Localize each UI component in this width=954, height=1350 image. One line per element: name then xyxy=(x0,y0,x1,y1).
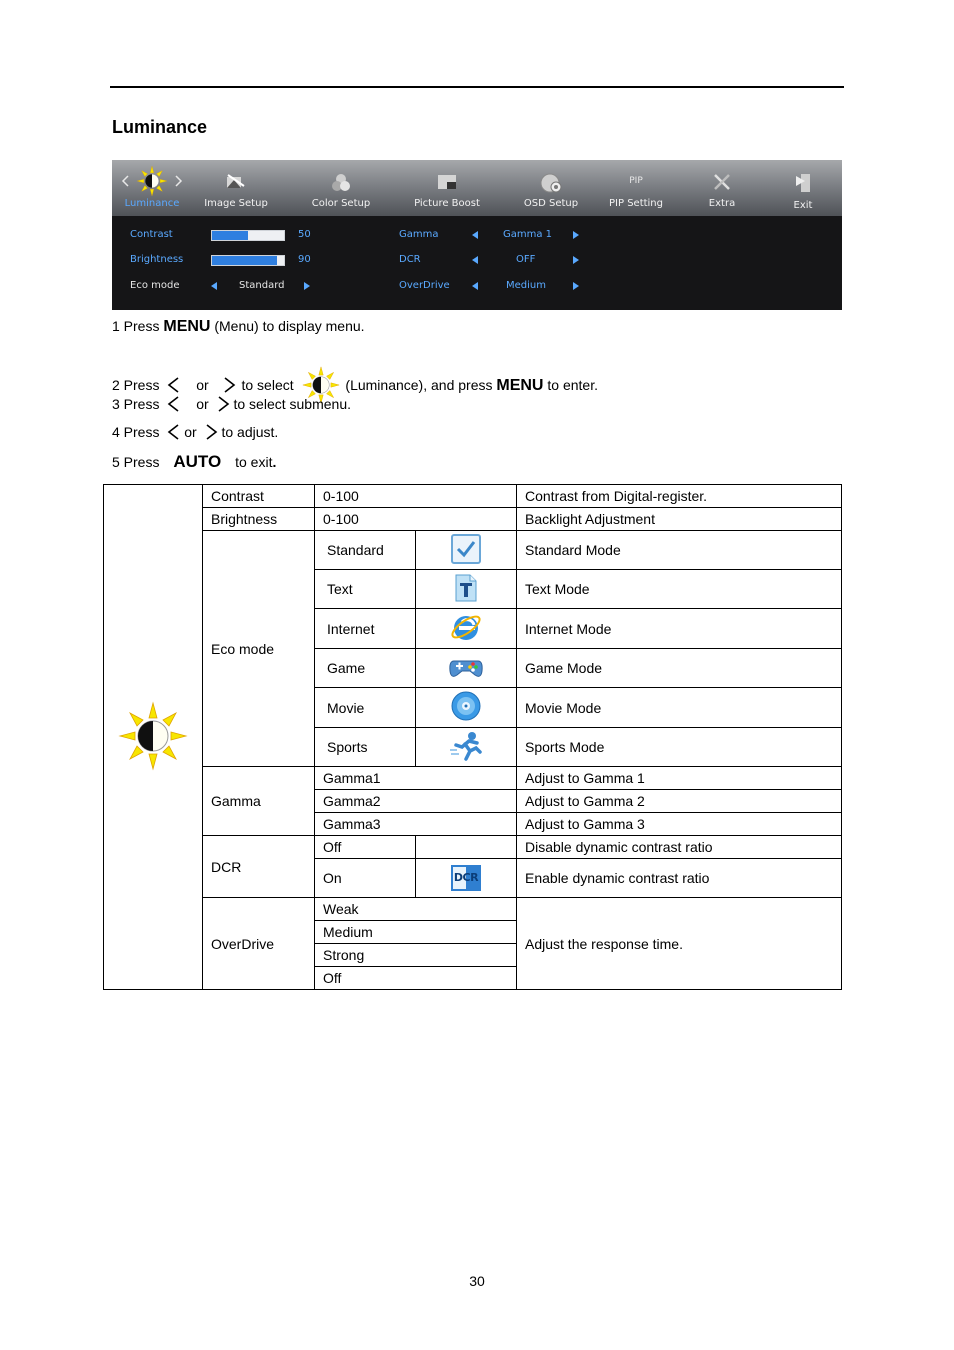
osd-gamma-right-arrow[interactable] xyxy=(573,231,579,239)
exit-icon xyxy=(792,172,814,197)
gamepad-icon xyxy=(448,653,484,681)
sports-runner-icon xyxy=(448,730,484,762)
gamma-option: Gamma1 xyxy=(315,767,517,790)
contrast-range: 0-100 xyxy=(315,485,517,508)
color-setup-icon xyxy=(329,172,353,195)
osd-tab-label: Exit xyxy=(793,200,813,211)
osd-tab-luminance[interactable] xyxy=(114,160,190,216)
eco-mode-option: Sports xyxy=(315,728,416,767)
picture-boost-icon xyxy=(435,172,459,195)
osd-tab-label: Luminance xyxy=(124,198,180,209)
overdrive-option: Weak xyxy=(315,898,517,921)
osd-dcr-label[interactable]: DCR xyxy=(399,254,421,265)
osd-overdrive-value: Medium xyxy=(506,280,546,291)
section-heading: Luminance xyxy=(112,117,208,137)
gamma-desc: Adjust to Gamma 1 xyxy=(517,767,842,790)
osd-tab-exit[interactable] xyxy=(774,160,832,216)
osd-tab-picture-boost[interactable] xyxy=(406,160,488,216)
sun-contrast-icon xyxy=(117,165,187,193)
table-row xyxy=(104,898,842,921)
luminance-icon-cell xyxy=(104,485,203,990)
tools-icon xyxy=(711,172,733,195)
dcr-name: DCR xyxy=(203,836,315,898)
brightness-name: Brightness xyxy=(203,508,315,531)
eco-mode-desc: Standard Mode xyxy=(517,531,842,570)
instruction-step-3: 3 Press or to select submenu. xyxy=(112,396,351,412)
osd-tab-pip-setting[interactable] xyxy=(600,160,672,216)
eco-mode-option: Text xyxy=(315,570,416,609)
osd-eco-right-arrow[interactable] xyxy=(304,282,310,290)
osd-tab-color-setup[interactable] xyxy=(304,160,378,216)
osd-brightness-label[interactable]: Brightness xyxy=(130,254,184,265)
osd-tab-label: Image Setup xyxy=(204,198,268,209)
osd-tab-label: Extra xyxy=(708,198,736,209)
osd-overdrive-label[interactable]: OverDrive xyxy=(399,280,450,291)
osd-brightness-slider[interactable] xyxy=(211,255,285,266)
overdrive-option: Off xyxy=(315,967,517,990)
eco-mode-option: Internet xyxy=(315,609,416,649)
sun-contrast-icon xyxy=(118,701,188,771)
text-mode-icon xyxy=(453,573,479,603)
gamma-name: Gamma xyxy=(203,767,315,836)
pip-icon: PIP xyxy=(629,176,643,186)
table-row xyxy=(104,836,842,859)
eco-mode-name: Eco mode xyxy=(203,531,315,767)
internet-explorer-icon xyxy=(449,610,483,644)
movie-disc-icon xyxy=(450,690,482,722)
gamma-option: Gamma3 xyxy=(315,813,517,836)
overdrive-option: Medium xyxy=(315,921,517,944)
eco-mode-option: Movie xyxy=(315,688,416,728)
luminance-table xyxy=(103,484,842,990)
brightness-desc: Backlight Adjustment xyxy=(517,508,842,531)
osd-contrast-value: 50 xyxy=(298,229,311,240)
osd-tab-label: Color Setup xyxy=(311,198,371,209)
osd-eco-left-arrow[interactable] xyxy=(211,282,217,290)
osd-gamma-label[interactable]: Gamma xyxy=(399,229,439,240)
instruction-step-4: 4 Press or to adjust. xyxy=(112,424,279,440)
osd-overdrive-right-arrow[interactable] xyxy=(573,282,579,290)
osd-overdrive-left-arrow[interactable] xyxy=(472,282,478,290)
chevron-right-icon xyxy=(223,377,236,393)
menu-key: MENU xyxy=(496,377,544,394)
table-row xyxy=(104,485,842,508)
table-row xyxy=(104,767,842,790)
osd-screenshot xyxy=(112,160,842,310)
eco-mode-desc: Sports Mode xyxy=(517,728,842,767)
osd-contrast-fill xyxy=(212,231,248,240)
gamma-desc: Adjust to Gamma 2 xyxy=(517,790,842,813)
osd-brightness-fill xyxy=(212,256,277,265)
overdrive-name: OverDrive xyxy=(203,898,315,990)
auto-key: AUTO xyxy=(173,452,222,471)
osd-contrast-slider[interactable] xyxy=(211,230,285,241)
osd-tab-label: PIP Setting xyxy=(609,198,663,209)
osd-dcr-right-arrow[interactable] xyxy=(573,256,579,264)
eco-mode-desc: Internet Mode xyxy=(517,609,842,649)
dcr-desc: Disable dynamic contrast ratio xyxy=(517,836,842,859)
osd-gamma-left-arrow[interactable] xyxy=(472,231,478,239)
dcr-option: On xyxy=(315,859,416,898)
chevron-right-icon xyxy=(217,396,230,412)
page-number: 30 xyxy=(469,1273,485,1289)
overdrive-option: Strong xyxy=(315,944,517,967)
brightness-range: 0-100 xyxy=(315,508,517,531)
overdrive-desc: Adjust the response time. xyxy=(517,898,842,990)
top-rule xyxy=(110,86,844,88)
gamma-option: Gamma2 xyxy=(315,790,517,813)
eco-mode-desc: Text Mode xyxy=(517,570,842,609)
chevron-left-icon xyxy=(167,424,180,440)
osd-gamma-value: Gamma 1 xyxy=(503,229,553,240)
table-row xyxy=(104,531,842,570)
instruction-step-1: 1 Press MENU (Menu) to display menu. xyxy=(112,318,365,335)
osd-tab-osd-setup[interactable] xyxy=(514,160,588,216)
menu-key: MENU xyxy=(163,318,211,335)
osd-contrast-label[interactable]: Contrast xyxy=(130,229,173,240)
osd-eco-label[interactable]: Eco mode xyxy=(130,280,180,291)
osd-dcr-left-arrow[interactable] xyxy=(472,256,478,264)
dcr-desc: Enable dynamic contrast ratio xyxy=(517,859,842,898)
chevron-right-icon xyxy=(205,424,218,440)
osd-dcr-value: OFF xyxy=(516,254,536,265)
table-row xyxy=(104,508,842,531)
instruction-step-5: 5 Press AUTO to exit. xyxy=(112,452,277,471)
contrast-desc: Contrast from Digital-register. xyxy=(517,485,842,508)
osd-tab-label: Picture Boost xyxy=(414,198,480,209)
chevron-left-icon xyxy=(167,396,180,412)
osd-eco-value: Standard xyxy=(239,280,285,291)
instruction-step-2: 2 Press or to select (Luminance), and press MENU to enter. xyxy=(112,366,598,404)
contrast-name: Contrast xyxy=(203,485,315,508)
eco-mode-desc: Game Mode xyxy=(517,649,842,688)
osd-tab-bar xyxy=(112,160,842,216)
osd-tab-extra[interactable] xyxy=(690,160,754,216)
osd-tab-label: OSD Setup xyxy=(523,198,579,209)
eco-mode-option: Standard xyxy=(315,531,416,570)
osd-brightness-value: 90 xyxy=(298,254,311,265)
dcr-icon: DCR xyxy=(451,865,481,891)
chevron-left-icon xyxy=(167,377,180,393)
standard-check-icon xyxy=(450,533,482,565)
dcr-option: Off xyxy=(315,836,416,859)
gamma-desc: Adjust to Gamma 3 xyxy=(517,813,842,836)
eco-mode-option: Game xyxy=(315,649,416,688)
osd-submenu xyxy=(112,216,842,310)
image-setup-icon xyxy=(224,172,248,195)
osd-tab-image-setup[interactable] xyxy=(200,160,272,216)
eco-mode-desc: Movie Mode xyxy=(517,688,842,728)
osd-setup-icon xyxy=(538,172,564,197)
